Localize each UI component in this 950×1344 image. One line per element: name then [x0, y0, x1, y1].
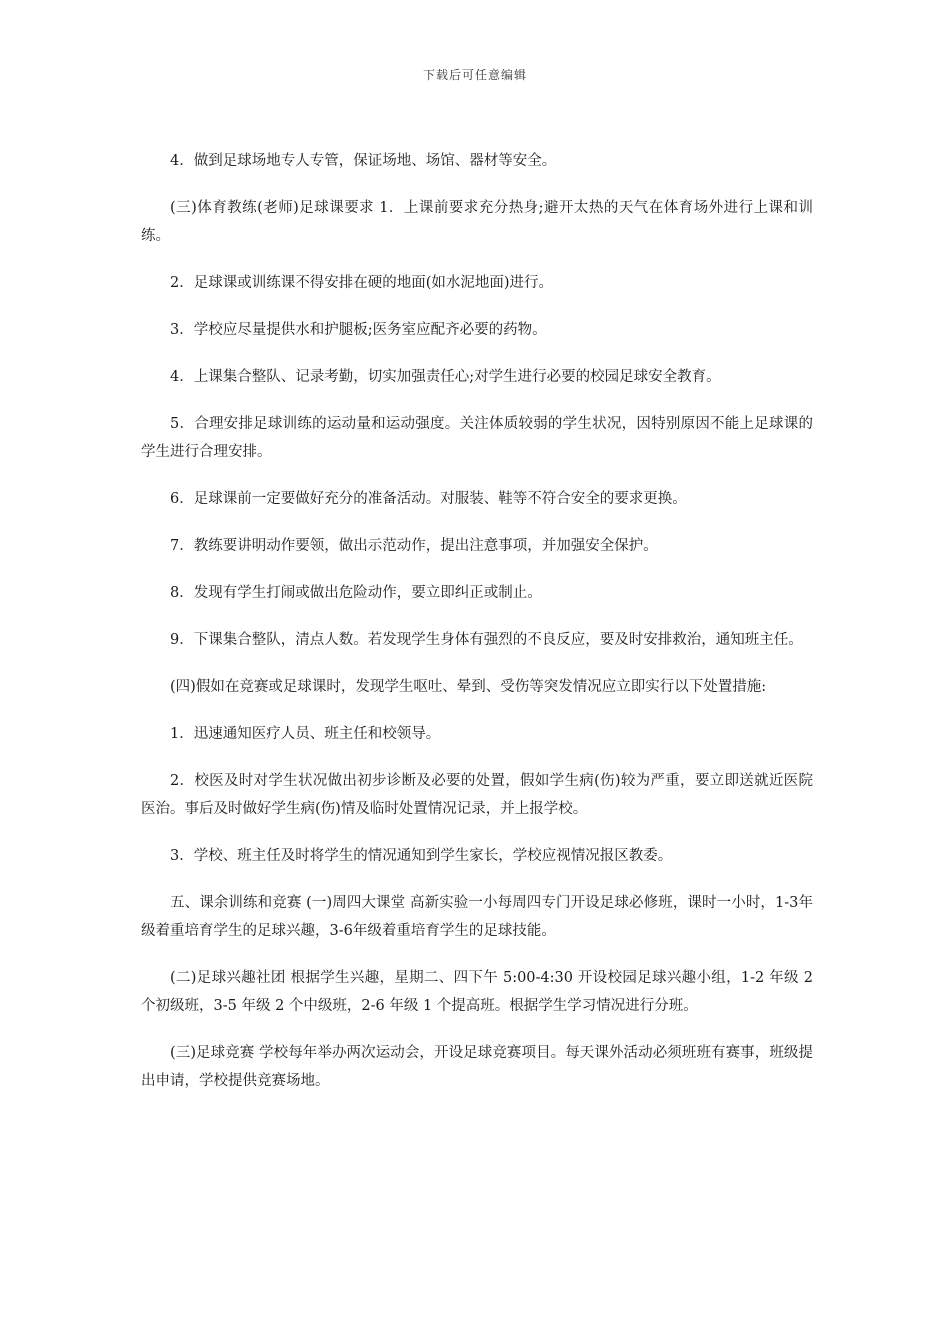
paragraph: 2．校医及时对学生状况做出初步诊断及必要的处置，假如学生病(伤)较为严重，要立即送就近医院医治。事后及时做好学生病(伤)情及临时处置情况记录，并上报学校。 — [141, 773, 813, 817]
document-body — [141, 147, 813, 1114]
paragraph: 9．下课集合整队，清点人数。若发现学生身体有强烈的不良反应，要及时安排救治，通知班主任。 — [170, 632, 803, 648]
paragraph: 4．上课集合整队、记录考勤，切实加强责任心;对学生进行必要的校园足球安全教育。 — [170, 369, 721, 385]
paragraph: 6．足球课前一定要做好充分的准备活动。对服装、鞋等不符合安全的要求更换。 — [170, 491, 687, 507]
paragraph: 4．做到足球场地专人专管，保证场地、场馆、器材等安全。 — [170, 153, 557, 169]
paragraph: 8．发现有学生打闹或做出危险动作，要立即纠正或制止。 — [170, 585, 542, 601]
paragraph: (四)假如在竞赛或足球课时，发现学生呕吐、晕到、受伤等突发情况应立即实行以下处置措施: — [170, 679, 767, 695]
paragraph: (三)体育教练(老师)足球课要求 1．上课前要求充分热身;避开太热的天气在体育场外进行上课和训练。 — [141, 200, 813, 244]
paragraph: 3．学校应尽量提供水和护腿板;医务室应配齐必要的药物。 — [170, 322, 547, 338]
paragraph: 2．足球课或训练课不得安排在硬的地面(如水泥地面)进行。 — [170, 275, 554, 291]
paragraph: 1．迅速通知医疗人员、班主任和校领导。 — [170, 726, 441, 742]
paragraph: (二)足球兴趣社团 根据学生兴趣，星期二、四下午 5:00-4:30 开设校园足球兴趣小组，1-2 年级 2 个初级班，3-5 年级 2 个中级班，2-6 年级 1 个提高班。根据学生学习情况进行分班。 — [141, 970, 813, 1014]
paragraph: (三)足球竞赛 学校每年举办两次运动会，开设足球竞赛项目。每天课外活动必须班班有赛事，班级提出申请，学校提供竞赛场地。 — [141, 1045, 813, 1089]
paragraph: 7．教练要讲明动作要领，做出示范动作，提出注意事项，并加强安全保护。 — [170, 538, 658, 554]
paragraph: 五、课余训练和竞赛 (一)周四大课堂 高新实验一小每周四专门开设足球必修班，课时一小时，1-3年级着重培育学生的足球兴趣，3-6年级着重培育学生的足球技能。 — [141, 895, 813, 939]
paragraph: 3．学校、班主任及时将学生的情况通知到学生家长，学校应视情况报区教委。 — [170, 848, 673, 864]
page-header-note: 下载后可任意编辑 — [422, 68, 527, 82]
paragraph: 5．合理安排足球训练的运动量和运动强度。关注体质较弱的学生状况，因特别原因不能上足球课的学生进行合理安排。 — [141, 416, 813, 460]
